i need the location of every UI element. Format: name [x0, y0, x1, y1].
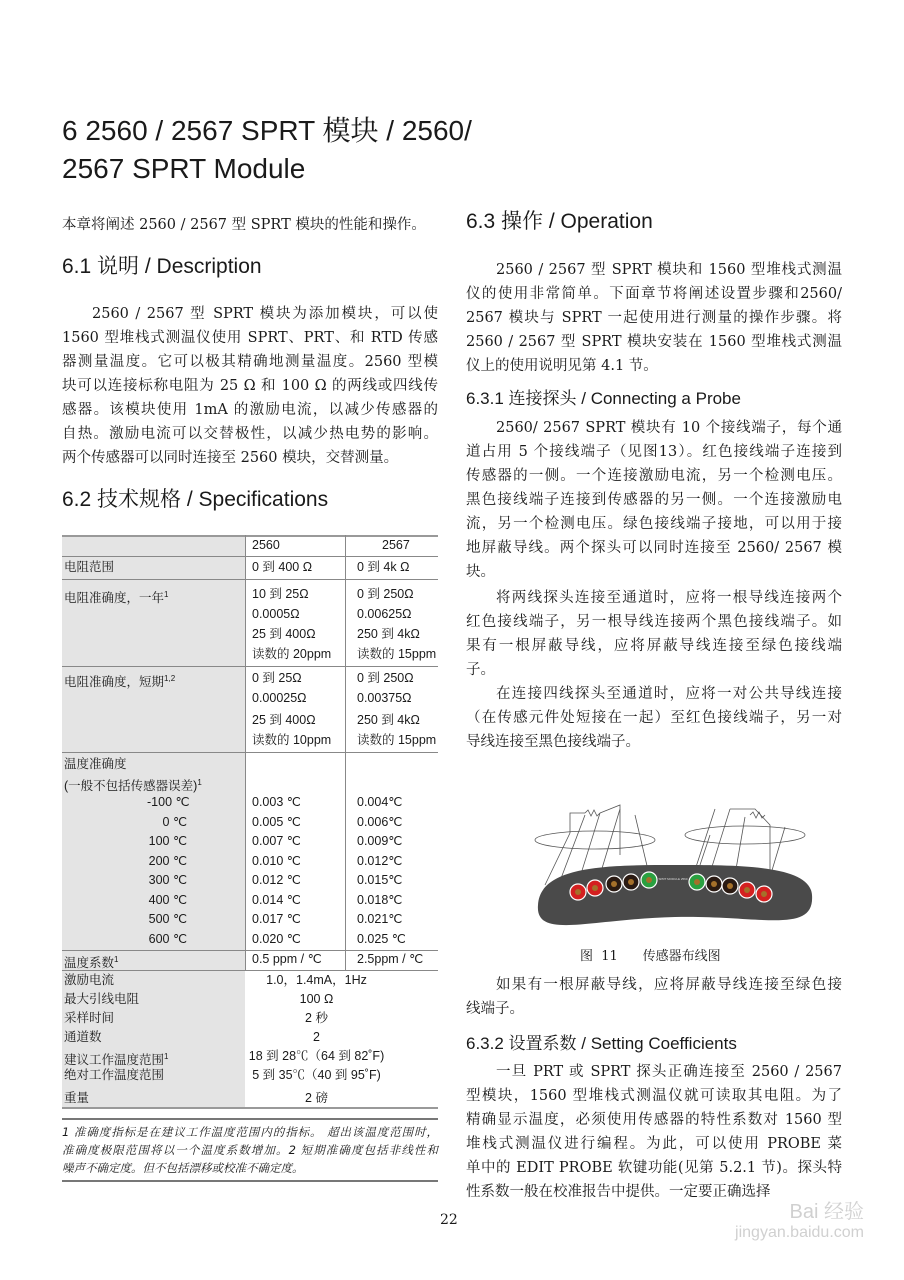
figure-caption: 图 11 传感器布线图 [580, 949, 721, 964]
cell-2560: 0.007 ℃ [252, 834, 301, 848]
row-divider [62, 666, 438, 667]
cell-2567: 0.004℃ [357, 795, 403, 809]
temperature-point: 500 ℃ [148, 912, 187, 926]
temperature-point: 0 ℃ [162, 814, 187, 829]
text-line: 本章将阐述 2560 / 2567 型 SPRT 模块的性能和操作。 [62, 217, 426, 233]
text-line: 精确显示温度，必须使用传感器的特性系数对 1560 型 [466, 1112, 842, 1128]
section-6-3-1-heading: 6.3.1 连接探头 / Connecting a Probe [466, 389, 741, 408]
text-line: 1560 型堆栈式测温仪使用 SPRT、PRT、和 RTD 传感 [62, 330, 438, 346]
table-footnote [62, 1118, 438, 1182]
cell-2567: 0.00375Ω [357, 691, 412, 705]
footnote-ref: 1 [164, 1052, 169, 1061]
text-line: 单中的 EDIT PROBE 软键功能(见第 5.2.1 节)。探头特 [466, 1160, 842, 1176]
cell-2567: 0.006℃ [357, 814, 403, 829]
text-line: 道占用 5 个接线端子（见图13）。红色接线端子连接到 [466, 444, 842, 460]
watermark-logo: Bai 经验 [789, 1201, 864, 1223]
cell-2567: 0.009℃ [357, 834, 403, 848]
row-label: 采样时间 [64, 1011, 115, 1025]
row-label: 建议工作温度范围$^1$ [64, 1052, 169, 1068]
cell-2567: 0 到 250Ω [357, 671, 414, 685]
merged-value: 100 Ω [299, 992, 334, 1006]
footnote-ref: 1 [164, 590, 169, 599]
temperature-point: 100 ℃ [148, 834, 187, 848]
column-header-2560: 2560 [252, 538, 280, 552]
cell-2560: 25 到 400Ω [252, 713, 316, 727]
text-line: 性系数一般在校准报告中提供。一定要正确选择 [466, 1184, 771, 1200]
merged-value: 2 秒 [305, 1011, 328, 1025]
label-cell-bg [62, 535, 245, 556]
cell-2567: 0.012℃ [357, 853, 403, 868]
text-line: 黑色接线端子连接到传感器的另一侧。一个连接激励电 [466, 492, 842, 508]
temperature-point: -100 ℃ [147, 795, 190, 809]
cell-2567: 0 到 4k Ω [357, 560, 410, 574]
cell-2567: 读数的 15ppm [357, 647, 437, 661]
text-line: 块可以连接标称电阻为 25 Ω 和 100 Ω 的两线或四线传 [62, 378, 438, 394]
cell-2560: 0.00025Ω [252, 691, 307, 705]
row-label: 通道数 [64, 1030, 102, 1044]
section-6-3-heading: 6.3 操作 / Operation [466, 210, 653, 233]
cell-2560: 0.003 ℃ [252, 795, 301, 809]
text-line: 将两线探头连接至通道时，应将一根导线连接两个 [496, 590, 842, 606]
text-line: （在传感元件处短接在一起）至红色接线端子，另一对 [466, 710, 842, 726]
row-label: 温度准确度 [64, 757, 127, 771]
text-line: 果有一根屏蔽导线，应将屏蔽导线连接至绿色接线端 [466, 638, 842, 654]
cell-2560: 0 到 25Ω [252, 671, 302, 685]
cell-2560: 0.017 ℃ [252, 912, 301, 926]
cell-2567: 2.5ppm / ℃ [357, 952, 424, 966]
temperature-point: 600 ℃ [148, 931, 187, 946]
section-6-3-2-heading: 6.3.2 设置系数 / Setting Coefficients [466, 1034, 737, 1053]
cell-2567: 0.018℃ [357, 892, 403, 907]
footnote-ref: 1,2 [164, 674, 176, 683]
row-label: 电阻准确度，一年$^1$ [64, 590, 169, 606]
text-line: 两个传感器可以同时连接至 2560 模块，交替测量。 [62, 450, 399, 466]
text-line: 如果有一根屏蔽导线，应将屏蔽导线连接至绿色接 [496, 977, 842, 993]
cell-2560: 10 到 25Ω [252, 587, 309, 601]
footnote-ref: 1 [114, 955, 119, 964]
text-line: 块。 [466, 564, 495, 580]
column-header-2567: 2567 [382, 538, 410, 552]
text-line: 2560/ 2567 SPRT 模块有 10 个接线端子，每个通 [496, 420, 842, 436]
text-line: 2560 / 2567 型 SPRT 模块为添加模块，可以使 [92, 306, 438, 322]
text-line: 2560 / 2567 型 SPRT 模块和 1560 型堆栈式测温 [496, 262, 842, 278]
text-line: 一旦 PRT 或 SPRT 探头正确连接至 2560 / 2567 [496, 1064, 842, 1080]
cell-2560: 0.010 ℃ [252, 853, 301, 868]
merged-value: 1.0，1.4mA，1Hz [266, 973, 367, 987]
text-line: 导线连接至黑色接线端子。 [466, 734, 640, 750]
cell-2560: 0.005 ℃ [252, 814, 301, 829]
merged-value: 2 磅 [305, 1091, 328, 1105]
text-line: 2567 模块与 SPRT 一起使用进行测量的操作步骤。将 [466, 310, 842, 326]
sensor-wiring-figure [530, 795, 820, 935]
column-divider [345, 535, 346, 970]
page-number: 22 [440, 1212, 458, 1228]
module-label: SPRT MODULE 2560 [658, 877, 688, 881]
text-line: 自热。激励电流可以交替极性，以减少热电势的影响。 [62, 426, 438, 442]
temperature-point: 400 ℃ [148, 892, 187, 907]
chapter-title [62, 112, 472, 188]
text-line: 仪的使用非常简单。下面章节将阐述设置步骤和2560/ [466, 286, 842, 302]
cell-2567: 0.021℃ [357, 912, 403, 926]
chapter-title-line: 6 2560 / 2567 SPRT 模块 / 2560/ [62, 115, 472, 146]
text-line: 红色接线端子，另一根导线连接两个黑色接线端子。如 [466, 614, 842, 630]
text-line: 地屏蔽导线。两个探头可以同时连接至 2560/ 2567 模 [466, 540, 842, 556]
cell-2560: 0.014 ℃ [252, 892, 301, 907]
cell-2560: 25 到 400Ω [252, 627, 316, 641]
merged-value: 5 到 35℃（40 到 95˚F) [252, 1068, 381, 1082]
text-line: 仪上的使用说明见第 4.1 节。 [466, 358, 658, 374]
section-6-1-heading: 6.1 说明 / Description [62, 255, 262, 278]
watermark-url: jingyan.baidu.com [735, 1224, 864, 1241]
cell-2560: 读数的 20ppm [252, 647, 332, 661]
text-line: 传感器的一侧。一个连接激励电流，另一个检测电压。 [466, 468, 842, 484]
row-divider [62, 556, 438, 557]
cell-2567: 读数的 15ppm [357, 733, 437, 747]
row-label: 绝对工作温度范围 [64, 1068, 165, 1082]
row-divider [62, 579, 438, 580]
row-label: 温度系数$^1$ [64, 955, 119, 971]
text-line: 流，另一个检测电压。绿色接线端子接地，可以用于接 [466, 516, 842, 532]
cell-2560: 0.5 ppm / ℃ [252, 952, 322, 966]
text-line: 感器。该模块使用 1mA 的激励电流，以减少传感器的 [62, 402, 438, 418]
cell-2560: 0.0005Ω [252, 607, 300, 621]
text-line: 线端子。 [466, 1001, 524, 1017]
row-label: 激励电流 [64, 973, 115, 987]
row-divider [62, 752, 438, 753]
text-line: 堆栈式测温仪进行编程。为此，可以使用 PROBE 菜 [466, 1136, 842, 1152]
text-line: 器测量温度。它可以极其精确地测量温度。2560 型模 [62, 354, 438, 370]
cell-2567: 0 到 250Ω [357, 587, 414, 601]
row-label: 电阻准确度，短期$^{1,2}$ [64, 674, 176, 690]
merged-value: 18 到 28℃（64 到 82˚F) [248, 1049, 385, 1063]
cell-2560: 读数的 10ppm [252, 733, 332, 747]
footnote-line: 1 准确度指标是在建议工作温度范围内的指标。 超出该温度范围时， [62, 1125, 438, 1139]
row-label: 重量 [64, 1091, 90, 1105]
merged-value: 2 [313, 1030, 320, 1044]
row-label: 最大引线电阻 [64, 992, 140, 1006]
cell-2567: 0.00625Ω [357, 607, 412, 621]
cell-2567: 0.025 ℃ [357, 931, 406, 946]
cell-2567: 250 到 4kΩ [357, 627, 420, 641]
section-6-2-heading: 6.2 技术规格 / Specifications [62, 488, 329, 511]
footnote-line: 准确度极限范围将以一个温度系数增加。2 短期准确度包括非线性和 [62, 1143, 438, 1157]
row-label: (一般不包括传感器误差)$^1$ [64, 778, 202, 794]
cell-2560: 0 到 400 Ω [252, 560, 313, 574]
watermark [735, 1195, 864, 1242]
cell-2567: 0.015℃ [357, 873, 403, 887]
column-divider [245, 535, 246, 970]
temperature-point: 200 ℃ [148, 853, 187, 868]
text-line: 在连接四线探头至通道时，应将一对公共导线连接 [496, 686, 842, 702]
text-line: 型模块，1560 型堆栈式测温仪就可读取其电阻。为了 [466, 1088, 842, 1104]
row-label: 电阻范围 [64, 560, 115, 574]
footnote-line: 噪声不确定度。但不包括漂移或校准不确定度。 [62, 1161, 304, 1175]
footnote-ref: 1 [197, 778, 202, 787]
cell-2560: 0.020 ℃ [252, 931, 301, 946]
chapter-title-line: 2567 SPRT Module [62, 153, 306, 184]
text-line: 2560 / 2567 型 SPRT 模块安装在 1560 型堆栈式测温 [466, 334, 842, 350]
temperature-point: 300 ℃ [148, 873, 187, 887]
text-line: 子。 [466, 662, 495, 678]
specifications-table [62, 535, 438, 1108]
cell-2567: 250 到 4kΩ [357, 713, 420, 727]
cell-2560: 0.012 ℃ [252, 873, 301, 887]
